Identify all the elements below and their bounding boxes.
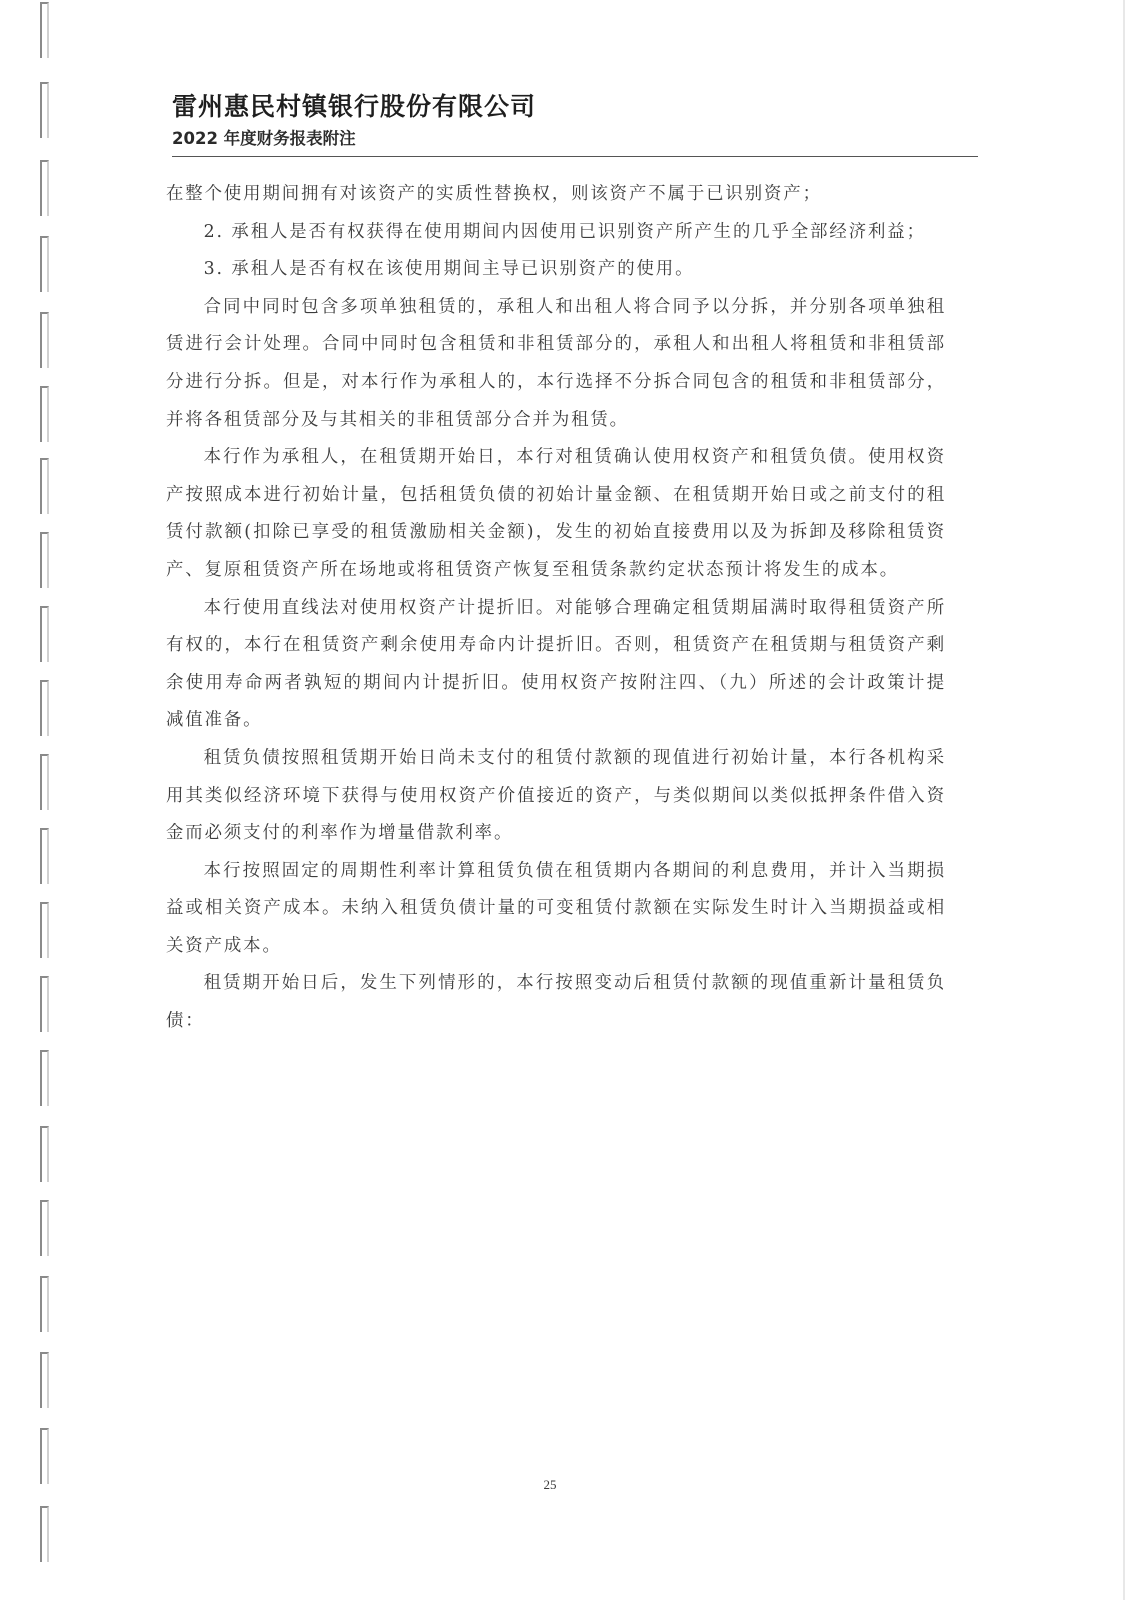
company-name: 雷州惠民村镇银行股份有限公司 [172, 92, 537, 121]
paragraph: 本行按照固定的周期性利率计算租赁负债在租赁期内各期间的利息费用，并计入当期损益或相关资产成本。未纳入租赁负债计量的可变租赁付款额在实际发生时计入当期损益或相关资产成本。 [166, 860, 946, 956]
paragraph: 本行使用直线法对使用权资产计提折旧。对能够合理确定租赁期届满时取得租赁资产所有权的，本行在租赁资产剩余使用寿命内计提折旧。否则，租赁资产在租赁期与租赁资产剩余使用寿命两者孰短的期间内计提折旧。使用权资产按附注四、（九）所述的会计政策计提减值准备。 [166, 597, 946, 731]
binding-mark [40, 976, 49, 1032]
paragraph-item-2: 2. 承租人是否有权获得在使用期间内因使用已识别资产所产生的几乎全部经济利益； [203, 221, 926, 242]
binding-mark [40, 236, 49, 292]
paragraph: 本行作为承租人，在租赁期开始日，本行对租赁确认使用权资产和租赁负债。使用权资产按照成本进行初始计量，包括租赁负债的初始计量金额、在租赁期开始日或之前支付的租赁付款额(扣除已享受的租赁激励相关金额)，发生的初始直接费用以及为拆卸及移除租赁资产、复原租赁资产所在场地或将租赁资产恢复至租赁条款约定状态预计将发生的成本。 [166, 447, 946, 580]
binding-mark [40, 386, 49, 442]
binding-mark [40, 1352, 49, 1408]
binding-mark [40, 82, 49, 138]
binding-mark [40, 606, 49, 662]
binding-mark [40, 1200, 49, 1256]
binding-mark [40, 680, 49, 736]
binding-mark [40, 2, 49, 58]
binding-mark [40, 1428, 49, 1484]
binding-mark [40, 1050, 49, 1106]
binding-mark [40, 1506, 49, 1562]
binding-mark [40, 312, 49, 368]
binding-mark [40, 1276, 49, 1332]
document-header [172, 90, 978, 157]
binding-mark [40, 532, 49, 588]
header-rule [172, 156, 978, 157]
binding-mark [40, 828, 49, 884]
page-number: 25 [543, 1477, 557, 1492]
binding-mark [40, 754, 49, 810]
body-text [166, 176, 946, 1041]
paragraph: 合同中同时包含多项单独租赁的，承租人和出租人将合同予以分拆，并分别各项单独租赁进行会计处理。合同中同时包含租赁和非租赁部分的，承租人和出租人将租赁和非租赁部分进行分拆。但是，对本行作为承租人的，本行选择不分拆合同包含的租赁和非租赁部分，并将各租赁部分及与其相关的非租赁部分合并为租赁。 [166, 296, 946, 430]
paragraph-item-3: 3. 承租人是否有权在该使用期间主导已识别资产的使用。 [203, 259, 695, 280]
binding-mark [40, 458, 49, 514]
binding-mark [40, 160, 49, 216]
binding-mark [40, 902, 49, 958]
binding-marks [40, 0, 60, 1600]
paragraph: 租赁负债按照租赁期开始日尚未支付的租赁付款额的现值进行初始计量，本行各机构采用其类似经济环境下获得与使用权资产价值接近的资产，与类似期间以类似抵押条件借入资金而必须支付的利率作为增量借款利率。 [166, 747, 946, 844]
binding-mark [40, 1126, 49, 1182]
paragraph: 租赁期开始日后，发生下列情形的，本行按照变动后租赁付款额的现值重新计量租赁负债： [166, 973, 946, 1032]
report-title: 2022 年度财务报表附注 [172, 129, 356, 148]
paragraph-continuation: 在整个使用期间拥有对该资产的实质性替换权，则该资产不属于已识别资产； [166, 184, 822, 204]
page-edge [1123, 0, 1125, 1600]
